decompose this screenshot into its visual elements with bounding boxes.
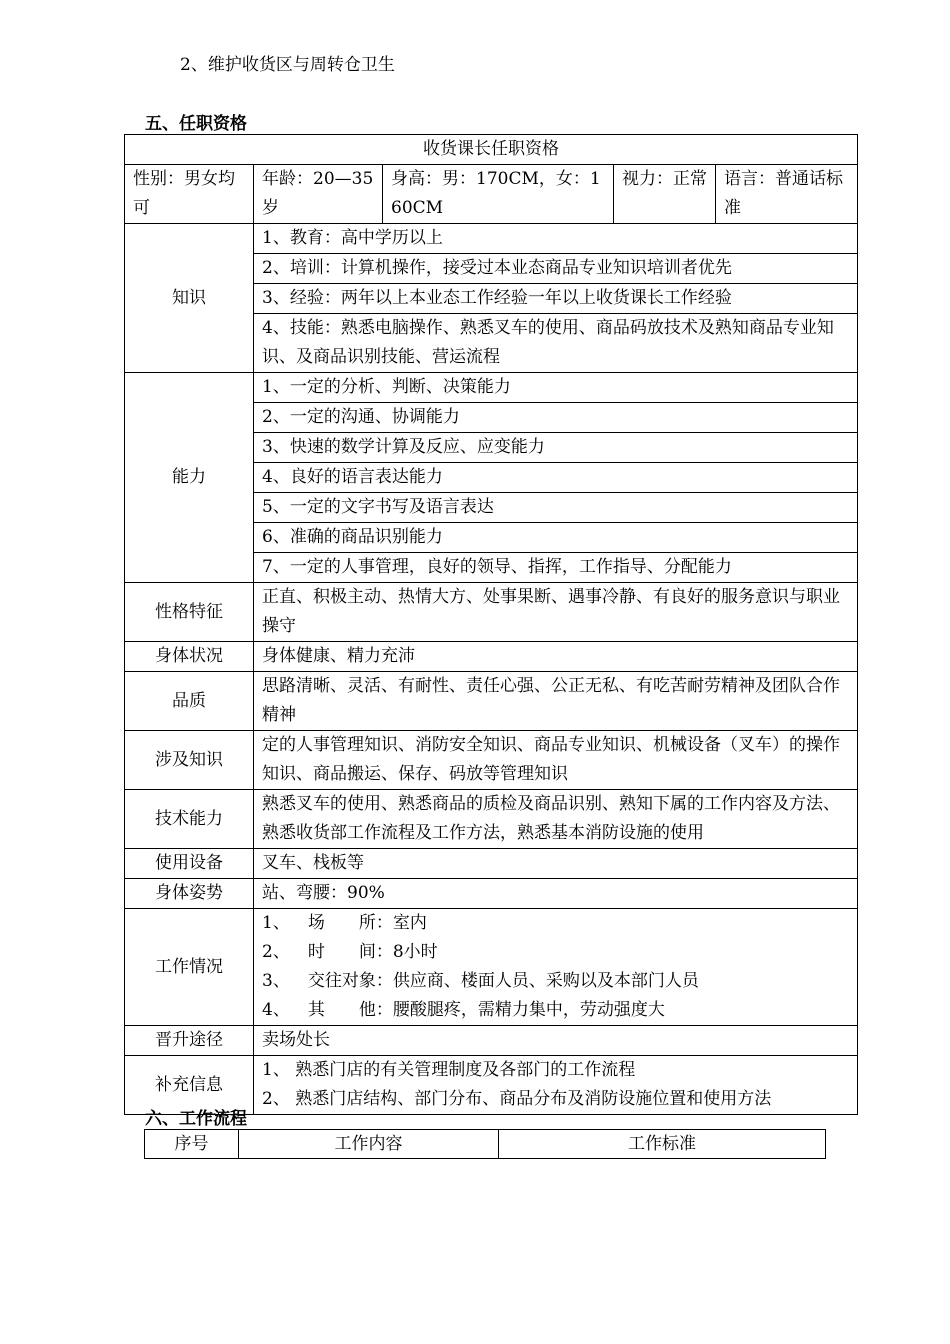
- row-label: 性格特征: [125, 583, 254, 642]
- row-value: 叉车、栈板等: [254, 849, 858, 879]
- supplement-list: [254, 1056, 858, 1115]
- vision-cell: 视力：正常: [614, 165, 716, 224]
- ability-item: 2、一定的沟通、协调能力: [254, 403, 858, 433]
- workflow-header-row: [145, 1130, 826, 1159]
- table-row: [125, 583, 858, 642]
- row-label: 涉及知识: [125, 731, 254, 790]
- row-label: 使用设备: [125, 849, 254, 879]
- table-row: [125, 731, 858, 790]
- promotion-row: [125, 1026, 858, 1056]
- row-label: 身体姿势: [125, 879, 254, 909]
- knowledge-item: 2、培训：计算机操作，接受过本业态商品专业知识培训者优先: [254, 254, 858, 284]
- list-item: 1、 熟悉门店的有关管理制度及各部门的工作流程: [262, 1060, 636, 1080]
- row-value: 正直、积极主动、热情大方、处事果断、遇事冷静、有良好的服务意识与职业操守: [254, 583, 858, 642]
- table-row: [125, 879, 858, 909]
- table-row: [125, 790, 858, 849]
- row-label: 品质: [125, 672, 254, 731]
- list-item: 2、 时 间：8小时: [262, 942, 438, 962]
- gender-cell: 性别：男女均可: [125, 165, 254, 224]
- basic-info-row: [125, 165, 858, 224]
- table-row: [125, 672, 858, 731]
- supplement-label: 补充信息: [125, 1056, 254, 1115]
- row-value: 身体健康、精力充沛: [254, 642, 858, 672]
- column-header-number: 序号: [145, 1130, 239, 1159]
- list-item: 2、 熟悉门店结构、部门分布、商品分布及消防设施位置和使用方法: [262, 1089, 772, 1109]
- qualification-table: [124, 134, 858, 1115]
- row-label: 技术能力: [125, 790, 254, 849]
- knowledge-item: 4、技能：熟悉电脑操作、熟悉叉车的使用、商品码放技术及熟知商品专业知识、及商品识别技能、营运流程: [254, 314, 858, 373]
- column-header-content: 工作内容: [239, 1130, 499, 1159]
- list-item: 4、 其 他：腰酸腿疼，需精力集中，劳动强度大: [262, 1000, 665, 1020]
- age-cell: 年龄：20—35岁: [254, 165, 383, 224]
- section-heading-qualifications: 五、任职资格: [145, 114, 247, 134]
- table-row: [125, 642, 858, 672]
- row-value: 定的人事管理知识、消防安全知识、商品专业知识、机械设备（叉车）的操作知识、商品搬运、保存、码放等管理知识: [254, 731, 858, 790]
- work-situation-label: 工作情况: [125, 909, 254, 1026]
- promotion-label: 晋升途径: [125, 1026, 254, 1056]
- work-situation-list: [254, 909, 858, 1026]
- ability-item: 4、良好的语言表达能力: [254, 463, 858, 493]
- column-header-standard: 工作标准: [499, 1130, 826, 1159]
- work-situation-row: [125, 909, 858, 1026]
- ability-item: 6、准确的商品识别能力: [254, 523, 858, 553]
- top-line-text: 2、维护收货区与周转仓卫生: [180, 55, 395, 75]
- knowledge-item: 3、经验：两年以上本业态工作经验一年以上收货课长工作经验: [254, 284, 858, 314]
- row-value: 思路清晰、灵活、有耐性、责任心强、公正无私、有吃苦耐劳精神及团队合作精神: [254, 672, 858, 731]
- row-label: 身体状况: [125, 642, 254, 672]
- knowledge-label: 知识: [125, 224, 254, 373]
- knowledge-row: [125, 224, 858, 254]
- list-item: 1、 场 所：室内: [262, 913, 427, 933]
- ability-label: 能力: [125, 373, 254, 583]
- ability-item: 3、快速的数学计算及反应、应变能力: [254, 433, 858, 463]
- promotion-value: 卖场处长: [254, 1026, 858, 1056]
- table-row: [125, 849, 858, 879]
- row-value: 站、弯腰：90%: [254, 879, 858, 909]
- section-heading-workflow: 六、工作流程: [145, 1109, 247, 1129]
- table-title: 收货课长任职资格: [125, 135, 858, 165]
- language-cell: 语言：普通话标准: [716, 165, 858, 224]
- list-item: 3、 交往对象：供应商、楼面人员、采购以及本部门人员: [262, 971, 699, 991]
- height-cell: 身高：男：170CM，女：160CM: [383, 165, 614, 224]
- row-value: 熟悉叉车的使用、熟悉商品的质检及商品识别、熟知下属的工作内容及方法、熟悉收货部工作流程及工作方法，熟悉基本消防设施的使用: [254, 790, 858, 849]
- knowledge-item: 1、教育：高中学历以上: [254, 224, 858, 254]
- table-title-row: [125, 135, 858, 165]
- ability-item: 1、一定的分析、判断、决策能力: [254, 373, 858, 403]
- ability-item: 7、一定的人事管理，良好的领导、指挥，工作指导、分配能力: [254, 553, 858, 583]
- ability-item: 5、一定的文字书写及语言表达: [254, 493, 858, 523]
- workflow-table: [144, 1129, 826, 1159]
- ability-row: [125, 373, 858, 403]
